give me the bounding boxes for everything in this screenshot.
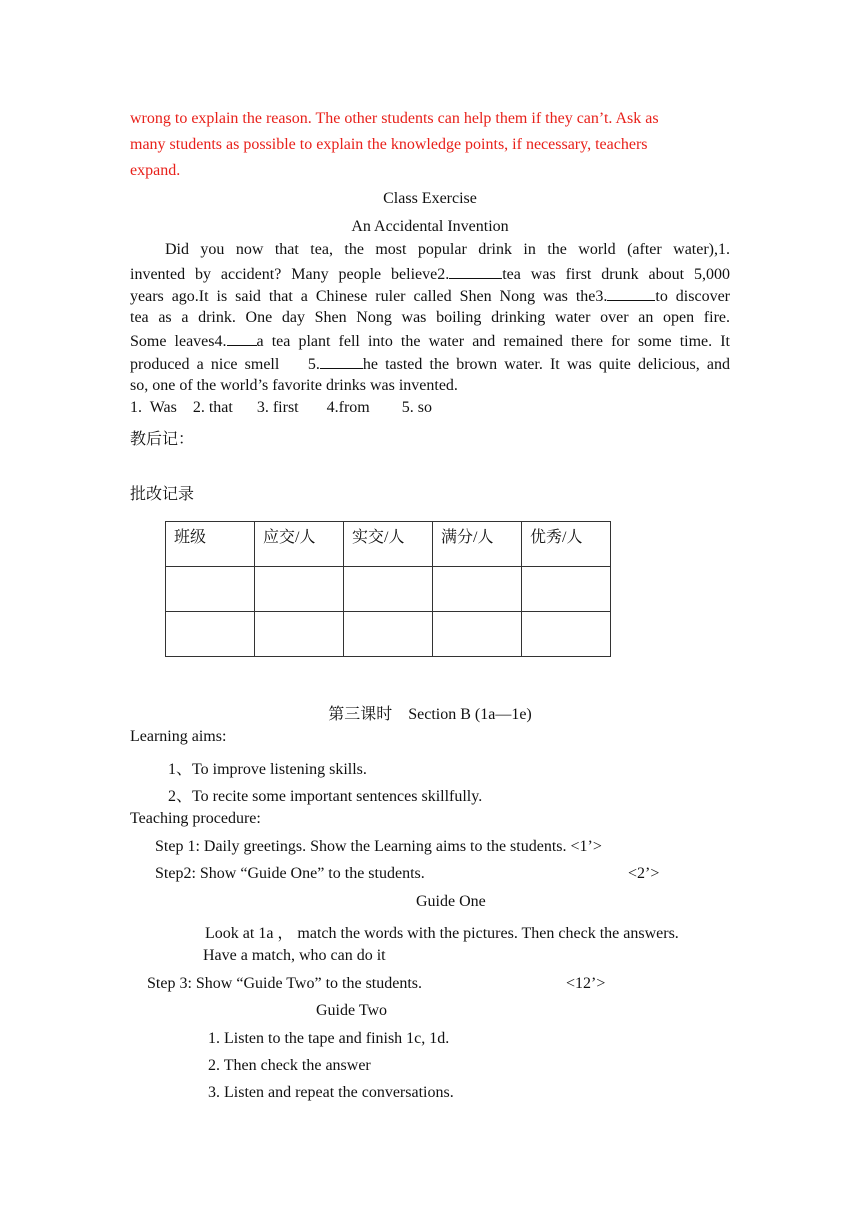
text-fragment: produced a nice smell 5.: [130, 356, 320, 373]
text-fragment: years ago.It is said that a Chinese ruler called Shen Nong was the3.: [130, 288, 608, 305]
fill-blank-2: [449, 264, 502, 279]
grading-record-title: 批改记录: [130, 486, 195, 503]
learning-aim-2: 2、To recite some important sentences skillfully.: [168, 788, 483, 805]
note-line-1: wrong to explain the reason. The other students can help them if they can’t. Ask as: [130, 110, 659, 127]
after-class-note: 教后记：: [130, 431, 195, 448]
text-fragment: tea was first drunk about 5,000: [502, 266, 730, 283]
note-line-3: expand.: [130, 162, 181, 179]
guide-two-heading: Guide Two: [316, 1002, 388, 1019]
learning-aims-label: Learning aims:: [130, 728, 227, 745]
step-2: Step2: Show “Guide One” to the students.: [155, 865, 425, 882]
exercise-paragraph-line: [130, 331, 730, 351]
exercise-paragraph-line: so, one of the world’s favorite drinks was invented.: [130, 377, 458, 394]
table-cell: [344, 567, 433, 612]
guide-one-line-2: Have a match, who can do it: [203, 947, 386, 964]
text-fragment: Some leaves4.: [130, 333, 227, 350]
exercise-answers: 1. Was 2. that 3. first 4.from 5. so: [130, 399, 432, 416]
header-cell-class: 班级: [166, 522, 255, 567]
guide-two-item-2: 2. Then check the answer: [208, 1057, 371, 1074]
text-fragment: a tea plant fell into the water and remained there for some time. It: [256, 333, 730, 350]
header-cell-full-marks: 满分/人: [433, 522, 522, 567]
table-cell: [255, 612, 344, 657]
note-line-2: many students as possible to explain the knowledge points, if necessary, teachers: [130, 136, 648, 153]
guide-two-item-1: 1. Listen to the tape and finish 1c, 1d.: [208, 1030, 450, 1047]
text-fragment: invented by accident? Many people believe2.: [130, 266, 450, 283]
exercise-heading: Class Exercise: [383, 190, 477, 207]
guide-one-line-1: Look at 1a ， match the words with the pictures. Then check the answers.: [205, 925, 679, 942]
table-cell: [255, 567, 344, 612]
table-cell: [433, 567, 522, 612]
fill-blank-5: [320, 354, 363, 369]
header-cell-excellent: 优秀/人: [522, 522, 611, 567]
table-cell: [166, 612, 255, 657]
fill-blank-3: [607, 286, 655, 301]
text-fragment: to discover: [655, 288, 730, 305]
teaching-procedure-label: Teaching procedure:: [130, 810, 261, 827]
table-cell: [522, 567, 611, 612]
exercise-title: An Accidental Invention: [351, 218, 509, 235]
exercise-paragraph-line: tea as a drink. One day Shen Nong was boiling drinking water over an open fire.: [130, 309, 730, 326]
step-2-time: <2’>: [628, 865, 660, 882]
step-3: Step 3: Show “Guide Two” to the students.: [147, 975, 423, 992]
header-cell-submitted: 实交/人: [344, 522, 433, 567]
lesson-title: 第三课时 Section B (1a—1e): [328, 706, 532, 723]
exercise-paragraph-line: [130, 354, 730, 374]
table-header-row: [166, 522, 611, 567]
table-cell: [522, 612, 611, 657]
fill-blank-4: [227, 331, 257, 346]
header-cell-should-submit: 应交/人: [255, 522, 344, 567]
grading-table: [165, 521, 611, 657]
text-fragment: he tasted the brown water. It was quite delicious, and: [362, 356, 731, 373]
exercise-paragraph-line: Did you now that tea, the most popular drink in the world (after water),1.: [165, 241, 730, 258]
guide-two-item-3: 3. Listen and repeat the conversations.: [208, 1084, 454, 1101]
table-cell: [433, 612, 522, 657]
table-cell: [166, 567, 255, 612]
table-row: [166, 612, 611, 657]
step-3-time: <12’>: [566, 975, 606, 992]
exercise-paragraph-line: [130, 286, 730, 306]
learning-aim-1: 1、To improve listening skills.: [168, 761, 367, 778]
exercise-paragraph-line: [130, 264, 730, 284]
table-row: [166, 567, 611, 612]
table-cell: [344, 612, 433, 657]
guide-one-heading: Guide One: [416, 893, 486, 910]
step-1: Step 1: Daily greetings. Show the Learning aims to the students. <1’>: [155, 838, 602, 855]
